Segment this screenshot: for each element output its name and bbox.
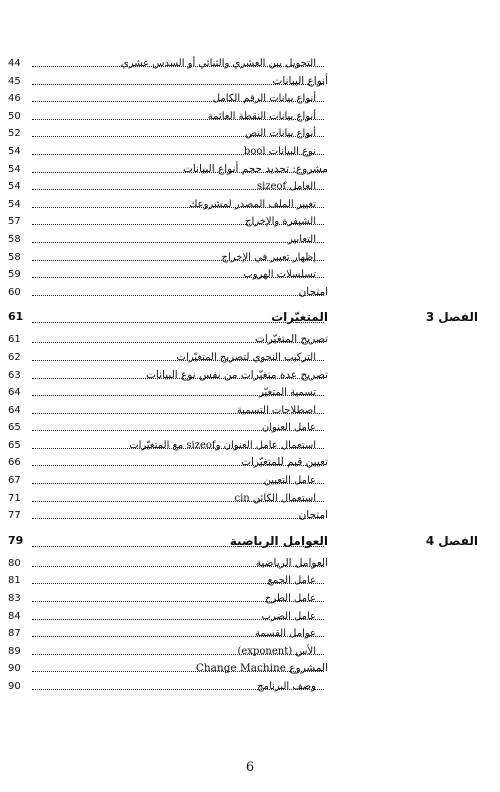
toc-entry	[0, 507, 500, 525]
toc-entry	[0, 231, 500, 249]
entry-title: العوامل الرياضية	[252, 555, 328, 572]
dot-leader	[32, 322, 324, 323]
entry-title: أنواع بيانات النقطة العائمة	[204, 108, 316, 125]
entry-page: 81	[8, 575, 21, 587]
dot-leader	[32, 136, 324, 137]
entry-page: 61	[8, 334, 21, 346]
toc-entry	[0, 678, 500, 696]
dot-leader	[32, 689, 324, 690]
entry-page: 58	[8, 233, 21, 245]
entry-title: تعيين قيم للمتغيّرات	[237, 454, 328, 471]
dot-leader	[32, 224, 324, 225]
dot-leader	[32, 395, 324, 396]
toc-entry	[0, 196, 500, 214]
entry-title: نوع البيانات bool	[240, 143, 316, 160]
toc-entry	[0, 73, 500, 91]
toc-entry	[0, 437, 500, 455]
chapter-word: الفصل	[438, 310, 478, 325]
entry-title: عامل العنوان	[258, 419, 316, 436]
toc-entry	[0, 643, 500, 661]
chapter-title: المتغيّرات	[267, 305, 328, 329]
toc-entry	[0, 349, 500, 367]
dot-leader	[32, 66, 324, 67]
dot-leader	[32, 378, 324, 379]
entry-page: 62	[8, 351, 21, 363]
dot-leader	[32, 430, 324, 431]
dot-leader	[32, 448, 324, 449]
chapter-page: 79	[8, 533, 24, 547]
entry-page: 58	[8, 251, 21, 263]
entry-page: 77	[8, 510, 21, 522]
entry-page: 60	[8, 286, 21, 298]
chapter-page: 61	[8, 310, 24, 324]
entry-page: 54	[8, 145, 21, 157]
dot-leader	[32, 583, 324, 584]
toc-entry	[0, 555, 500, 573]
toc-entry	[0, 213, 500, 231]
entry-page: 63	[8, 369, 21, 381]
entry-page: 45	[8, 75, 21, 87]
entry-title: أنواع بيانات الرقم الكامل	[209, 90, 316, 107]
entry-title: اصطلاحات التسمية	[233, 402, 316, 419]
entry-page: 90	[8, 681, 21, 692]
entry-title: أنواع بيانات النص	[241, 125, 316, 142]
chapter-number: 4	[425, 533, 435, 548]
dot-leader	[32, 413, 324, 414]
dot-leader	[32, 636, 324, 637]
chapter-label	[426, 305, 478, 329]
dot-leader	[32, 207, 324, 208]
toc-entry	[0, 266, 500, 284]
toc-entry	[0, 402, 500, 420]
toc-entry	[0, 490, 500, 508]
chapter-title: العوامل الرياضية	[226, 529, 328, 553]
entry-page: 66	[8, 457, 21, 469]
dot-leader	[32, 465, 324, 466]
page-number: 6	[245, 760, 255, 775]
toc-entry	[0, 55, 500, 73]
entry-title: عوامل القسمة	[251, 625, 316, 642]
dot-leader	[32, 518, 324, 519]
entry-title: مشروع: تحديد حجم أنواع البيانات	[179, 161, 328, 178]
dot-leader	[32, 260, 324, 261]
chapter-heading-3	[0, 305, 500, 331]
dot-leader	[32, 546, 324, 547]
toc-entry	[0, 178, 500, 196]
toc-entry	[0, 384, 500, 402]
toc-entry	[0, 660, 500, 678]
dot-leader	[32, 295, 324, 296]
entry-page: 64	[8, 404, 21, 416]
chapter-label	[426, 529, 478, 553]
entry-title: التعابير	[284, 231, 316, 248]
dot-leader	[32, 566, 324, 567]
entry-page: 54	[8, 198, 21, 210]
chapter-word: الفصل	[438, 533, 478, 548]
entry-title: العامل sizeof	[253, 178, 316, 195]
toc-entry	[0, 143, 500, 161]
chapter-heading-4	[0, 529, 500, 555]
entry-title: أنواع البيانات	[269, 73, 328, 90]
table-of-contents	[0, 55, 500, 696]
toc-entry	[0, 331, 500, 349]
dot-leader	[32, 671, 324, 672]
entry-title: تسلسلات الهروب	[239, 266, 316, 283]
entry-title: تصريح المتغيّرات	[251, 331, 328, 348]
entry-title: عامل التعيين	[260, 472, 316, 489]
entry-title: تسمية المتغيّر	[255, 384, 316, 401]
entry-title: تغيير الملف المصدر لمشروعك	[185, 196, 316, 213]
entry-page: 54	[8, 163, 21, 175]
dot-leader	[32, 277, 324, 278]
entry-page: 52	[8, 128, 21, 140]
toc-entry	[0, 608, 500, 626]
entry-page: 44	[8, 58, 21, 69]
entry-page: 87	[8, 628, 21, 640]
entry-title: عامل الطرح	[261, 590, 316, 607]
dot-leader	[32, 342, 324, 343]
entry-page: 64	[8, 387, 21, 399]
entry-title: استعمال عامل العنوان وsizeof مع المتغيّرات	[125, 437, 316, 454]
toc-entry	[0, 367, 500, 385]
entry-title: التحويل بين العشري والثنائي أو السدس عشري	[117, 55, 316, 72]
entry-page: 80	[8, 557, 21, 569]
chapter-number: 3	[425, 310, 435, 325]
dot-leader	[32, 501, 324, 502]
entry-title: التركيب النحوي لتصريح المتغيّرات	[173, 349, 316, 366]
entry-title: عامل الضرب	[257, 608, 316, 625]
entry-page: 84	[8, 610, 21, 622]
toc-entry	[0, 419, 500, 437]
entry-title: المشروع Change Machine	[192, 660, 328, 677]
entry-title: إظهار تعبير في الإخراج	[218, 249, 316, 266]
toc-entry	[0, 284, 500, 302]
entry-page: 59	[8, 269, 21, 281]
entry-page: 71	[8, 492, 21, 504]
entry-page: 83	[8, 593, 21, 605]
entry-title: الشيفرة والإخراج	[241, 213, 316, 230]
entry-page: 89	[8, 645, 21, 657]
entry-page: 54	[8, 181, 21, 193]
entry-title: امتحان	[295, 507, 328, 524]
dot-leader	[32, 242, 324, 243]
toc-entry	[0, 125, 500, 143]
dot-leader	[32, 483, 324, 484]
entry-title: وصف البرنامج	[253, 678, 316, 695]
dot-leader	[32, 172, 324, 173]
toc-entry	[0, 590, 500, 608]
dot-leader	[32, 601, 324, 602]
toc-entry	[0, 625, 500, 643]
toc-entry	[0, 90, 500, 108]
entry-page: 65	[8, 439, 21, 451]
entry-title: عامل الجمع	[263, 572, 316, 589]
entry-page: 57	[8, 216, 21, 228]
toc-entry	[0, 161, 500, 179]
dot-leader	[32, 119, 324, 120]
toc-entry	[0, 108, 500, 126]
entry-page: 65	[8, 422, 21, 434]
entry-page: 90	[8, 663, 21, 675]
dot-leader	[32, 189, 324, 190]
entry-page: 50	[8, 110, 21, 122]
entry-title: الأس (exponent)	[234, 643, 316, 660]
entry-title: امتحان	[295, 284, 328, 301]
toc-entry	[0, 472, 500, 490]
dot-leader	[32, 154, 324, 155]
dot-leader	[32, 84, 324, 85]
entry-page: 46	[8, 93, 21, 105]
dot-leader	[32, 619, 324, 620]
dot-leader	[32, 101, 324, 102]
toc-entry	[0, 454, 500, 472]
entry-title: تصريح عدة متغيّرات من نفس نوع البيانات	[142, 367, 328, 384]
toc-entry	[0, 249, 500, 267]
entry-title: استعمال الكائن cin	[231, 490, 317, 507]
toc-entry	[0, 572, 500, 590]
dot-leader	[32, 654, 324, 655]
dot-leader	[32, 360, 324, 361]
entry-page: 67	[8, 475, 21, 487]
